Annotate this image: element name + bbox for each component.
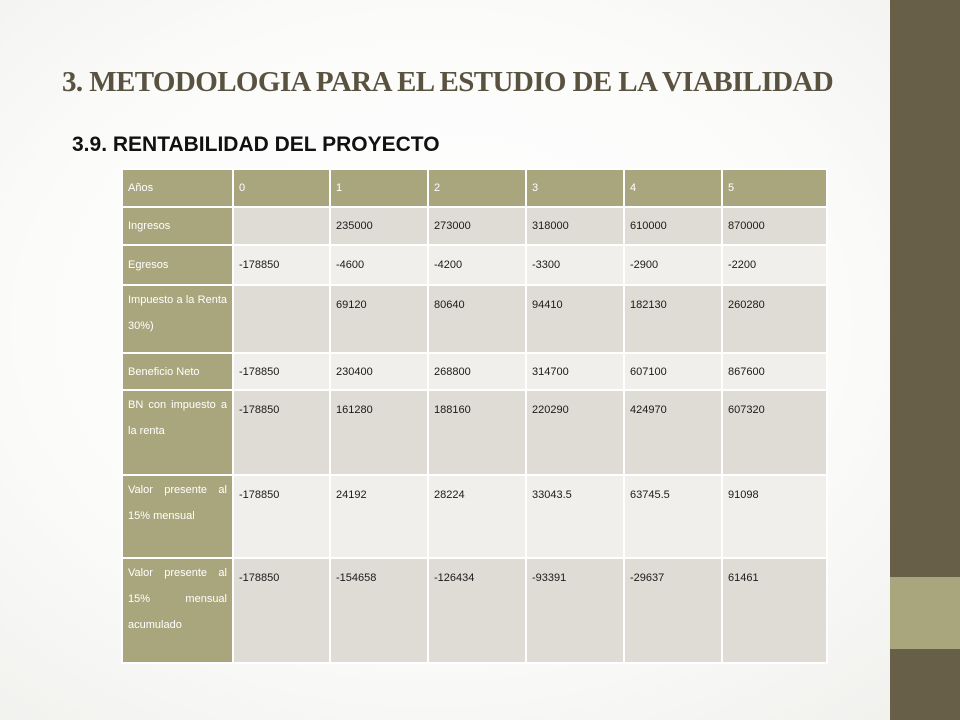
table-cell: -178850	[233, 245, 330, 285]
header-cell: 1	[330, 169, 428, 207]
table-cell: 28224	[428, 475, 526, 558]
table-cell	[233, 285, 330, 353]
table-cell: 314700	[526, 353, 624, 390]
header-cell: 0	[233, 169, 330, 207]
table-cell: -154658	[330, 558, 428, 663]
row-label: Impuesto a la Renta 30%)	[122, 285, 233, 353]
table-cell: -2900	[624, 245, 722, 285]
table-cell: -29637	[624, 558, 722, 663]
table-cell: 91098	[722, 475, 827, 558]
header-cell: 5	[722, 169, 827, 207]
table-cell: 273000	[428, 207, 526, 245]
slide-side-accent	[890, 577, 960, 649]
table-cell: -126434	[428, 558, 526, 663]
table-cell: 268800	[428, 353, 526, 390]
table-cell: 424970	[624, 390, 722, 475]
table-cell: 867600	[722, 353, 827, 390]
table-row	[122, 353, 827, 390]
table-header-row	[122, 169, 827, 207]
table-cell: 260280	[722, 285, 827, 353]
header-cell: 4	[624, 169, 722, 207]
table-cell: -178850	[233, 353, 330, 390]
table-cell: 61461	[722, 558, 827, 663]
table-cell: 63745.5	[624, 475, 722, 558]
row-label: Egresos	[122, 245, 233, 285]
table-cell: 610000	[624, 207, 722, 245]
slide-subtitle: 3.9. RENTABILIDAD DEL PROYECTO	[72, 133, 440, 156]
row-label: BN con impuesto a la renta	[122, 390, 233, 475]
table-cell: 870000	[722, 207, 827, 245]
table-row	[122, 390, 827, 475]
table-cell: 94410	[526, 285, 624, 353]
table-cell: 33043.5	[526, 475, 624, 558]
table-row	[122, 207, 827, 245]
table-cell: 80640	[428, 285, 526, 353]
table-row	[122, 245, 827, 285]
row-label: Beneficio Neto	[122, 353, 233, 390]
table-cell: -4200	[428, 245, 526, 285]
header-cell: 3	[526, 169, 624, 207]
table-cell: 607320	[722, 390, 827, 475]
table-cell: -4600	[330, 245, 428, 285]
table-cell: 318000	[526, 207, 624, 245]
table-cell: 235000	[330, 207, 428, 245]
table-row	[122, 475, 827, 558]
table-cell: 607100	[624, 353, 722, 390]
table-cell: 69120	[330, 285, 428, 353]
table-cell: -178850	[233, 390, 330, 475]
row-label: Ingresos	[122, 207, 233, 245]
table-cell: -178850	[233, 558, 330, 663]
table-row	[122, 558, 827, 663]
slide-title: 3. METODOLOGIA PARA EL ESTUDIO DE LA VIABILIDAD	[62, 66, 834, 98]
row-label: Valor presente al 15% mensual acumulado	[122, 558, 233, 663]
table-cell: 220290	[526, 390, 624, 475]
table-cell: 230400	[330, 353, 428, 390]
row-label: Valor presente al 15% mensual	[122, 475, 233, 558]
table-cell: -178850	[233, 475, 330, 558]
table-cell: -93391	[526, 558, 624, 663]
table-cell: 188160	[428, 390, 526, 475]
profitability-table	[121, 168, 828, 664]
table-row	[122, 285, 827, 353]
table-cell: 161280	[330, 390, 428, 475]
header-cell: 2	[428, 169, 526, 207]
table-cell	[233, 207, 330, 245]
header-cell: Años	[122, 169, 233, 207]
table-cell: -3300	[526, 245, 624, 285]
table-cell: 24192	[330, 475, 428, 558]
table-cell: -2200	[722, 245, 827, 285]
table-cell: 182130	[624, 285, 722, 353]
